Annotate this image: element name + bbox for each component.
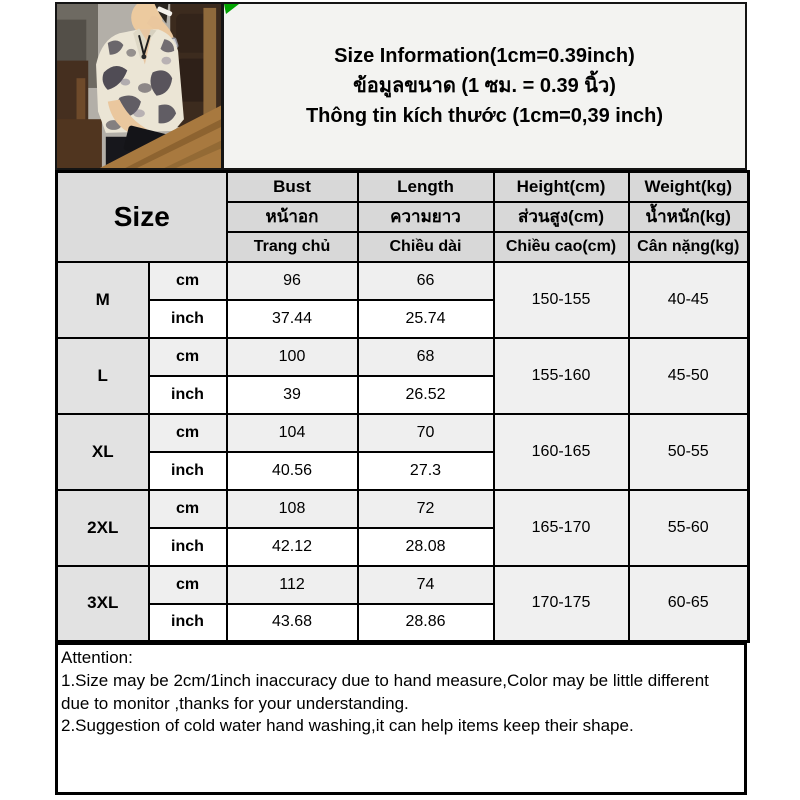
col-header-height-vi: Chiều cao(cm) bbox=[494, 232, 629, 262]
weight-range: 50-55 bbox=[629, 414, 749, 490]
size-corner-header: Size bbox=[57, 172, 227, 262]
size-label: 2XL bbox=[57, 490, 149, 566]
length-cm-value: 74 bbox=[358, 566, 494, 604]
length-inch-value: 28.08 bbox=[358, 528, 494, 566]
attention-note-2: 2.Suggestion of cold water hand washing,it can help items keep their shape. bbox=[61, 716, 634, 736]
table-row-2xl-cm bbox=[57, 490, 749, 528]
bust-cm-value: 100 bbox=[227, 338, 358, 376]
col-header-bust-en: Bust bbox=[227, 172, 358, 202]
col-header-length-en: Length bbox=[358, 172, 494, 202]
bust-inch-value: 39 bbox=[227, 376, 358, 414]
length-inch-value: 26.52 bbox=[358, 376, 494, 414]
length-cm-value: 68 bbox=[358, 338, 494, 376]
height-range: 155-160 bbox=[494, 338, 629, 414]
weight-range: 40-45 bbox=[629, 262, 749, 338]
col-header-weight-vi: Cân nặng(kg) bbox=[629, 232, 749, 262]
title-box bbox=[221, 2, 747, 170]
unit-label-inch: inch bbox=[149, 452, 227, 490]
unit-label-cm: cm bbox=[149, 490, 227, 528]
bust-cm-value: 104 bbox=[227, 414, 358, 452]
length-cm-value: 72 bbox=[358, 490, 494, 528]
attention-title: Attention: bbox=[61, 648, 133, 667]
bust-inch-value: 37.44 bbox=[227, 300, 358, 338]
title-thai: ข้อมูลขนาด (1 ซม. = 0.39 นิ้ว) bbox=[353, 74, 616, 97]
length-inch-value: 27.3 bbox=[358, 452, 494, 490]
size-label: L bbox=[57, 338, 149, 414]
table-row-m-cm bbox=[57, 262, 749, 300]
attention-note-1: 1.Size may be 2cm/1inch inaccuracy due to hand measure,Color may be little different due to monitor ,thanks for your understanding. bbox=[61, 670, 709, 713]
unit-label-inch: inch bbox=[149, 300, 227, 338]
unit-label-inch: inch bbox=[149, 528, 227, 566]
green-corner-marker-icon bbox=[224, 4, 239, 14]
unit-label-inch: inch bbox=[149, 604, 227, 642]
bust-cm-value: 108 bbox=[227, 490, 358, 528]
header-section bbox=[55, 2, 747, 170]
size-label: M bbox=[57, 262, 149, 338]
length-cm-value: 70 bbox=[358, 414, 494, 452]
col-header-length-vi: Chiều dài bbox=[358, 232, 494, 262]
unit-label-cm: cm bbox=[149, 338, 227, 376]
col-header-height-th: ส่วนสูง(cm) bbox=[494, 202, 629, 232]
unit-label-cm: cm bbox=[149, 414, 227, 452]
size-chart-table bbox=[55, 170, 750, 643]
size-label: XL bbox=[57, 414, 149, 490]
title-english: Size Information(1cm=0.39inch) bbox=[334, 44, 635, 67]
unit-label-cm: cm bbox=[149, 566, 227, 604]
weight-range: 45-50 bbox=[629, 338, 749, 414]
table-row-l-cm bbox=[57, 338, 749, 376]
bust-cm-value: 96 bbox=[227, 262, 358, 300]
col-header-bust-th: หน้าอก bbox=[227, 202, 358, 232]
height-range: 165-170 bbox=[494, 490, 629, 566]
weight-range: 55-60 bbox=[629, 490, 749, 566]
bust-cm-value: 112 bbox=[227, 566, 358, 604]
unit-label-inch: inch bbox=[149, 376, 227, 414]
title-vietnamese: Thông tin kích thước (1cm=0,39 inch) bbox=[305, 104, 664, 127]
table-row-xl-cm bbox=[57, 414, 749, 452]
product-photo bbox=[55, 2, 223, 170]
col-header-weight-en: Weight(kg) bbox=[629, 172, 749, 202]
bust-inch-value: 43.68 bbox=[227, 604, 358, 642]
length-cm-value: 66 bbox=[358, 262, 494, 300]
table-row-3xl-cm bbox=[57, 566, 749, 604]
col-header-bust-vi: Trang chủ bbox=[227, 232, 358, 262]
size-info-sheet bbox=[55, 2, 747, 795]
height-range: 160-165 bbox=[494, 414, 629, 490]
bust-inch-value: 42.12 bbox=[227, 528, 358, 566]
attention-notes bbox=[55, 643, 747, 795]
height-range: 150-155 bbox=[494, 262, 629, 338]
height-range: 170-175 bbox=[494, 566, 629, 642]
unit-label-cm: cm bbox=[149, 262, 227, 300]
size-label: 3XL bbox=[57, 566, 149, 642]
col-header-length-th: ความยาว bbox=[358, 202, 494, 232]
col-header-weight-th: น้ำหนัก(kg) bbox=[629, 202, 749, 232]
weight-range: 60-65 bbox=[629, 566, 749, 642]
product-photo-illustration bbox=[57, 4, 221, 168]
header-row-en bbox=[57, 172, 749, 202]
col-header-height-en: Height(cm) bbox=[494, 172, 629, 202]
bust-inch-value: 40.56 bbox=[227, 452, 358, 490]
length-inch-value: 28.86 bbox=[358, 604, 494, 642]
length-inch-value: 25.74 bbox=[358, 300, 494, 338]
